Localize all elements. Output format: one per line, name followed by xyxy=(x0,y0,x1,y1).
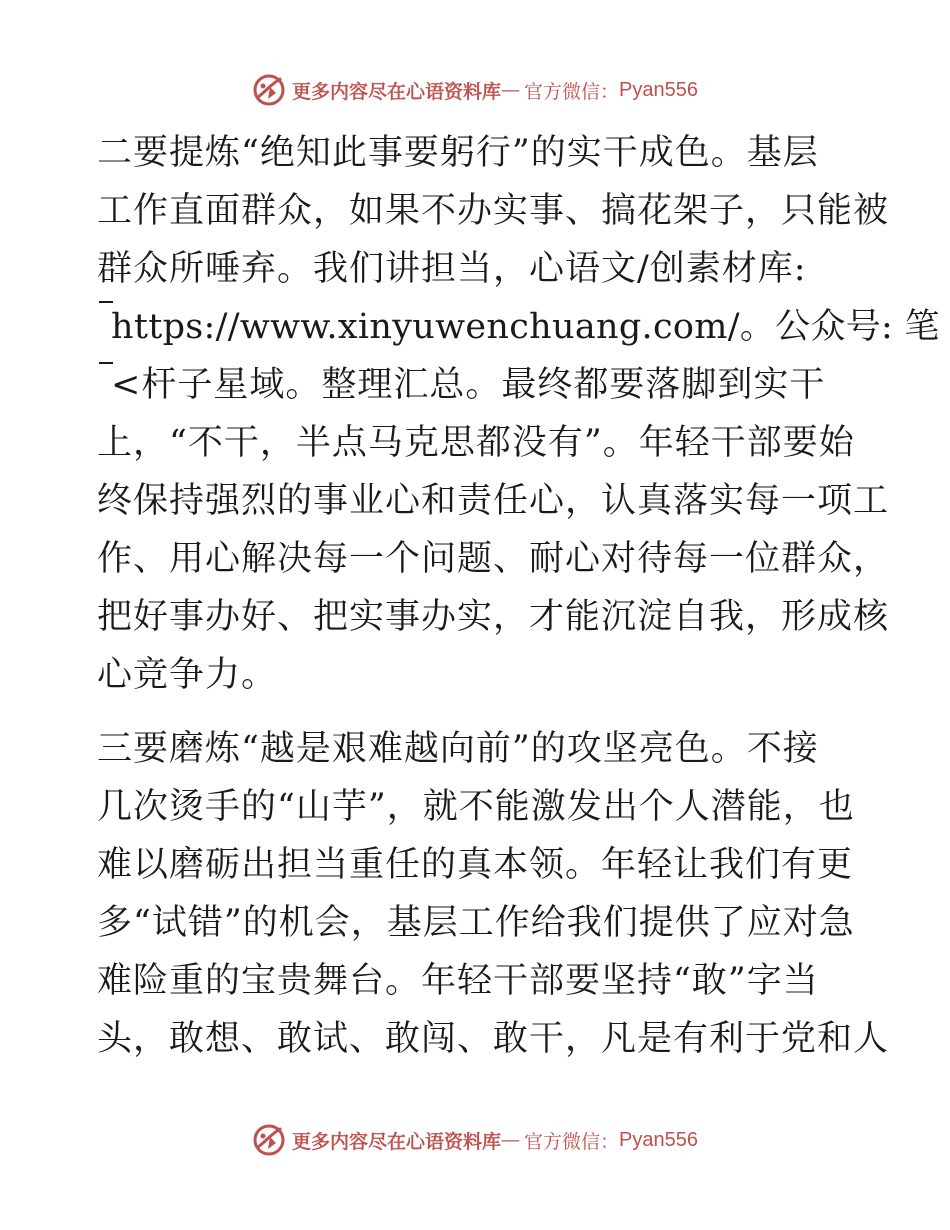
pen-logo-icon xyxy=(252,73,286,107)
text-line: 头，敢想、敢试、敢闯、敢干，凡是有利于党和人 xyxy=(97,1019,890,1059)
text-line: 多“试错”的机会，基层工作给我们提供了应对急 xyxy=(97,903,855,943)
header-wechat-id: Pyan556 xyxy=(619,78,698,101)
text-line: 几次烫手的“山芋”，就不能激发出个人潜能，也 xyxy=(97,787,855,827)
text-line: 终保持强烈的事业心和责任心，认真落实每一项工 xyxy=(97,481,890,521)
text-line: 三要磨炼“越是艰难越向前”的攻坚亮色。不接 xyxy=(97,729,819,769)
text-line: https://www.xinyuwenchuang.com/。公众号: 笔 xyxy=(111,307,940,347)
footer-wechat-id: Pyan556 xyxy=(619,1128,698,1151)
header-banner xyxy=(0,70,950,110)
text-line: <杆子星域。整理汇总。最终都要落脚到实干 xyxy=(111,365,826,405)
text-line: 二要提炼“绝知此事要躬行”的实干成色。基层 xyxy=(97,133,819,173)
paragraph xyxy=(97,124,940,704)
header-separator: — xyxy=(501,79,521,101)
text-line: 作、用心解决每一个问题、耐心对待每一位群众， xyxy=(97,539,890,579)
footer-wechat-label: 官方微信： xyxy=(524,1130,620,1153)
footer-separator: — xyxy=(501,1129,521,1151)
text-line: 群众所唾弃。我们讲担当，心语文/创素材库: xyxy=(97,249,807,289)
paragraph xyxy=(97,720,890,1068)
header-wechat-label: 官方微信： xyxy=(524,80,620,103)
pen-logo-icon xyxy=(252,1123,286,1157)
text-line: 上，“不干，半点马克思都没有”。年轻干部要始 xyxy=(97,423,855,463)
footer-banner xyxy=(0,1120,950,1160)
text-line: 难险重的宝贵舞台。年轻干部要坚持“敢”字当 xyxy=(97,961,819,1001)
text-line: 把好事办好、把实事办实，才能沉淀自我，形成核 xyxy=(97,597,890,637)
header-site-text: 更多内容尽在心语资料库 xyxy=(292,80,502,103)
footer-site-text: 更多内容尽在心语资料库 xyxy=(292,1130,502,1153)
document-body xyxy=(97,124,940,1068)
text-line: 工作直面群众，如果不办实事、搞花架子，只能被 xyxy=(97,191,890,231)
text-line: 难以磨砺出担当重任的真本领。年轻让我们有更 xyxy=(97,845,854,885)
text-line: 心竞争力。 xyxy=(97,655,278,695)
